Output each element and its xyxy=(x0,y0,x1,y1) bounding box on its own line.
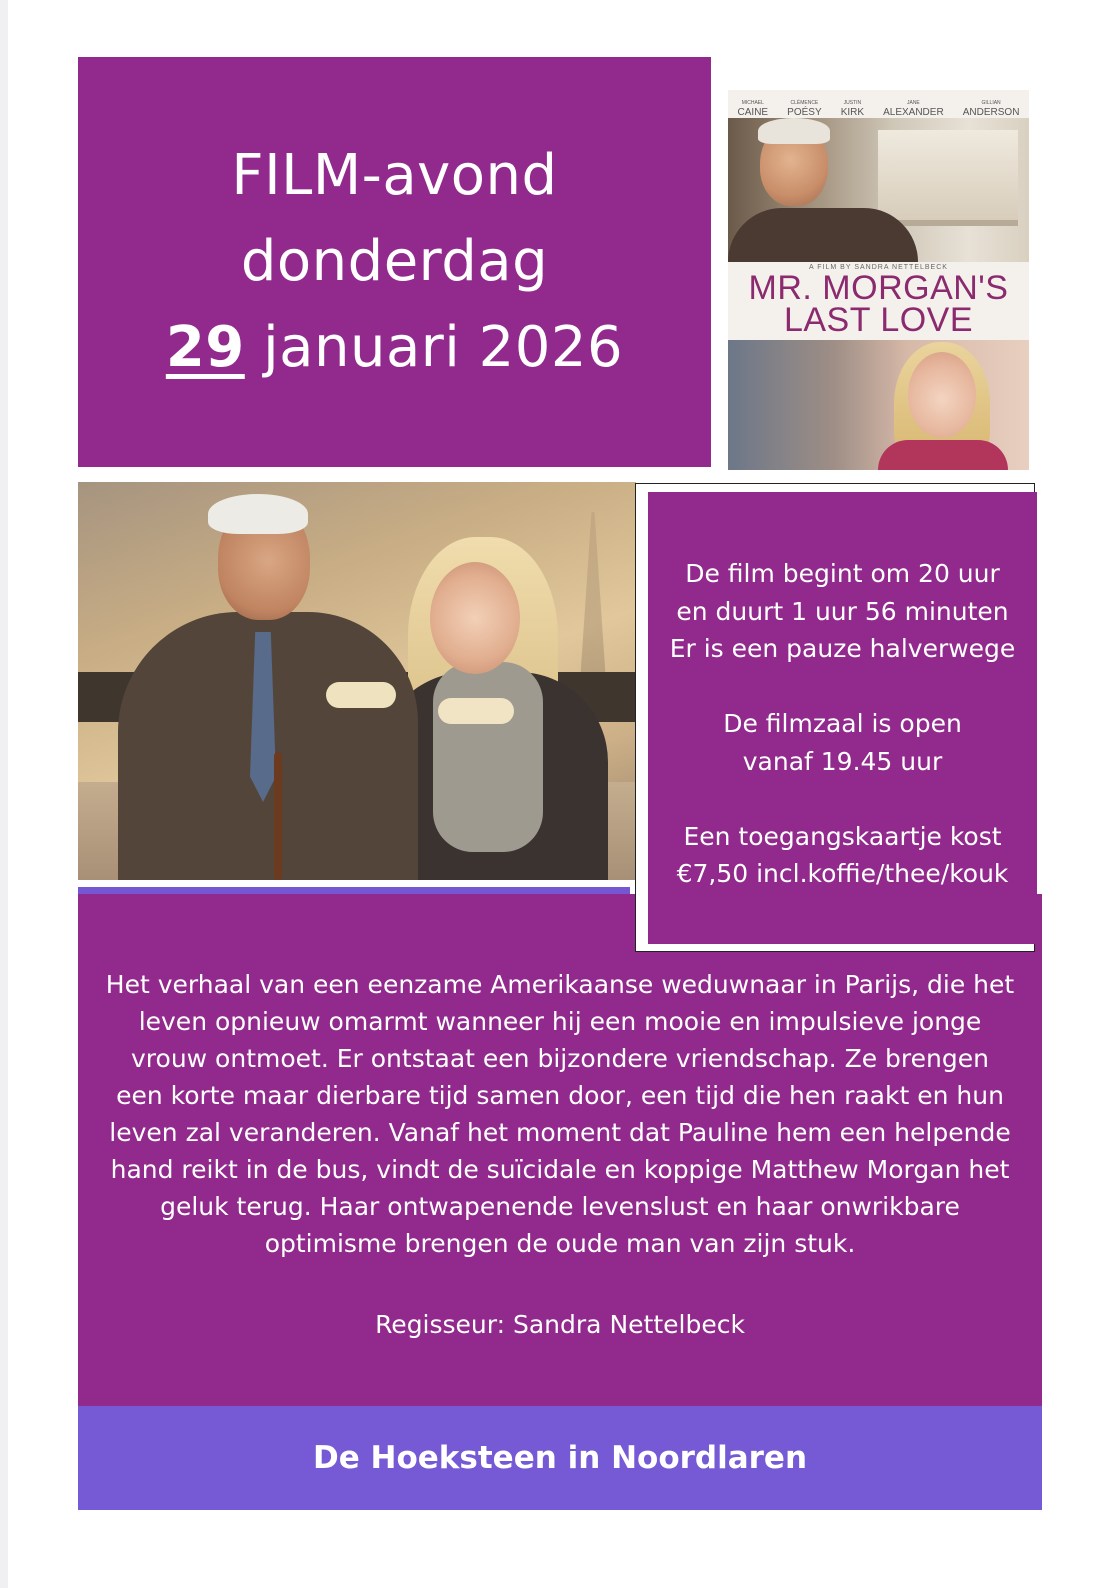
synopsis-line: leven opnieuw omarmt wanneer hij een mooie en impulsieve jonge xyxy=(138,1007,982,1036)
spacer-line xyxy=(648,668,1037,706)
film-synopsis xyxy=(78,966,1042,1262)
poster-cast-member xyxy=(841,98,864,118)
title-block xyxy=(78,57,711,467)
poster-cast-list xyxy=(728,92,1029,118)
violet-divider xyxy=(78,887,630,894)
spacer-line xyxy=(648,780,1037,818)
sandwich xyxy=(326,682,396,708)
synopsis-line: geluk terug. Haar ontwapenende levenslust en haar onwrikbare xyxy=(160,1192,960,1221)
title-line-1: FILM-avond xyxy=(231,143,558,208)
poster-woman-scarf xyxy=(878,440,1008,470)
synopsis-line: optimisme brengen de oude man van zijn stuk. xyxy=(264,1229,856,1258)
movie-poster xyxy=(728,90,1029,470)
poster-cast-member xyxy=(963,98,1020,118)
synopsis-line: een korte maar dierbare tijd samen door, een tijd die hen raakt en hun xyxy=(116,1081,1004,1110)
poster-woman-face xyxy=(908,352,976,438)
walking-cane xyxy=(274,752,282,880)
poster-title-line-1: MR. MORGAN'S xyxy=(748,269,1009,307)
intermission: Er is een pauze halverwege xyxy=(669,634,1016,663)
poster-cast-member xyxy=(738,98,769,118)
poster-kitchen-shelf xyxy=(878,130,1018,226)
cast-first-name: MICHAEL xyxy=(741,100,764,106)
cast-first-name: JUSTIN xyxy=(843,100,862,106)
synopsis-line: hand reikt in de bus, vindt de suïcidale en koppige Matthew Morgan het xyxy=(110,1155,1010,1184)
cast-last-name: ALEXANDER xyxy=(883,107,944,118)
start-time: De film begint om 20 uur xyxy=(685,559,1000,588)
poster-cast-member xyxy=(883,98,944,118)
poster-title-line-2: LAST LOVE xyxy=(783,301,974,339)
director-credit: Regisseur: Sandra Nettelbeck xyxy=(375,1310,745,1339)
doors-open: De filmzaal is open xyxy=(723,709,962,738)
doors-open-time: vanaf 19.45 uur xyxy=(742,746,943,776)
cast-last-name: POÉSY xyxy=(787,107,822,118)
cast-last-name: CAINE xyxy=(737,107,769,118)
venue-footer xyxy=(78,1406,1042,1510)
ticket-price: €7,50 incl.koffie/thee/kouk xyxy=(676,859,1009,888)
poster-title xyxy=(728,269,1029,339)
man-hair xyxy=(208,494,308,534)
duration: en duurt 1 uur 56 minuten xyxy=(676,596,1009,626)
title-line-2: donderdag xyxy=(240,229,549,294)
description-block xyxy=(78,894,1042,1406)
woman-scarf xyxy=(433,662,543,852)
synopsis-line: Het verhaal van een eenzame Amerikaanse weduwnaar in Parijs, die het xyxy=(105,970,1015,999)
ticket-label: Een toegangskaartje kost xyxy=(683,821,1002,851)
bench-photo xyxy=(78,482,636,880)
sandwich xyxy=(438,698,514,724)
poster-man-hair xyxy=(758,118,830,144)
cast-last-name: ANDERSON xyxy=(962,107,1020,118)
cast-first-name: CLÉMENCE xyxy=(790,100,819,106)
venue-name: De Hoeksteen in Noordlaren xyxy=(312,1440,808,1476)
title-date xyxy=(166,305,623,391)
title-day: 29 xyxy=(165,315,245,380)
synopsis-line: vrouw ontmoet. Er ontstaat een bijzondere vriendschap. Ze brengen xyxy=(131,1044,989,1073)
cast-first-name: JANE xyxy=(906,100,920,106)
title-month-year: januari 2026 xyxy=(263,315,624,380)
poster-man-body xyxy=(728,208,918,262)
woman-face xyxy=(430,562,520,674)
info-panel xyxy=(648,492,1037,944)
poster-credit: A FILM BY SANDRA NETTELBECK xyxy=(809,264,948,271)
synopsis-line: leven zal veranderen. Vanaf het moment dat Pauline hem een helpende xyxy=(109,1118,1011,1147)
screening-details xyxy=(648,555,1037,893)
cast-last-name: KIRK xyxy=(840,107,865,118)
poster-cast-member xyxy=(787,98,821,118)
cast-first-name: GILLIAN xyxy=(981,100,1001,106)
page-edge xyxy=(0,0,8,1588)
